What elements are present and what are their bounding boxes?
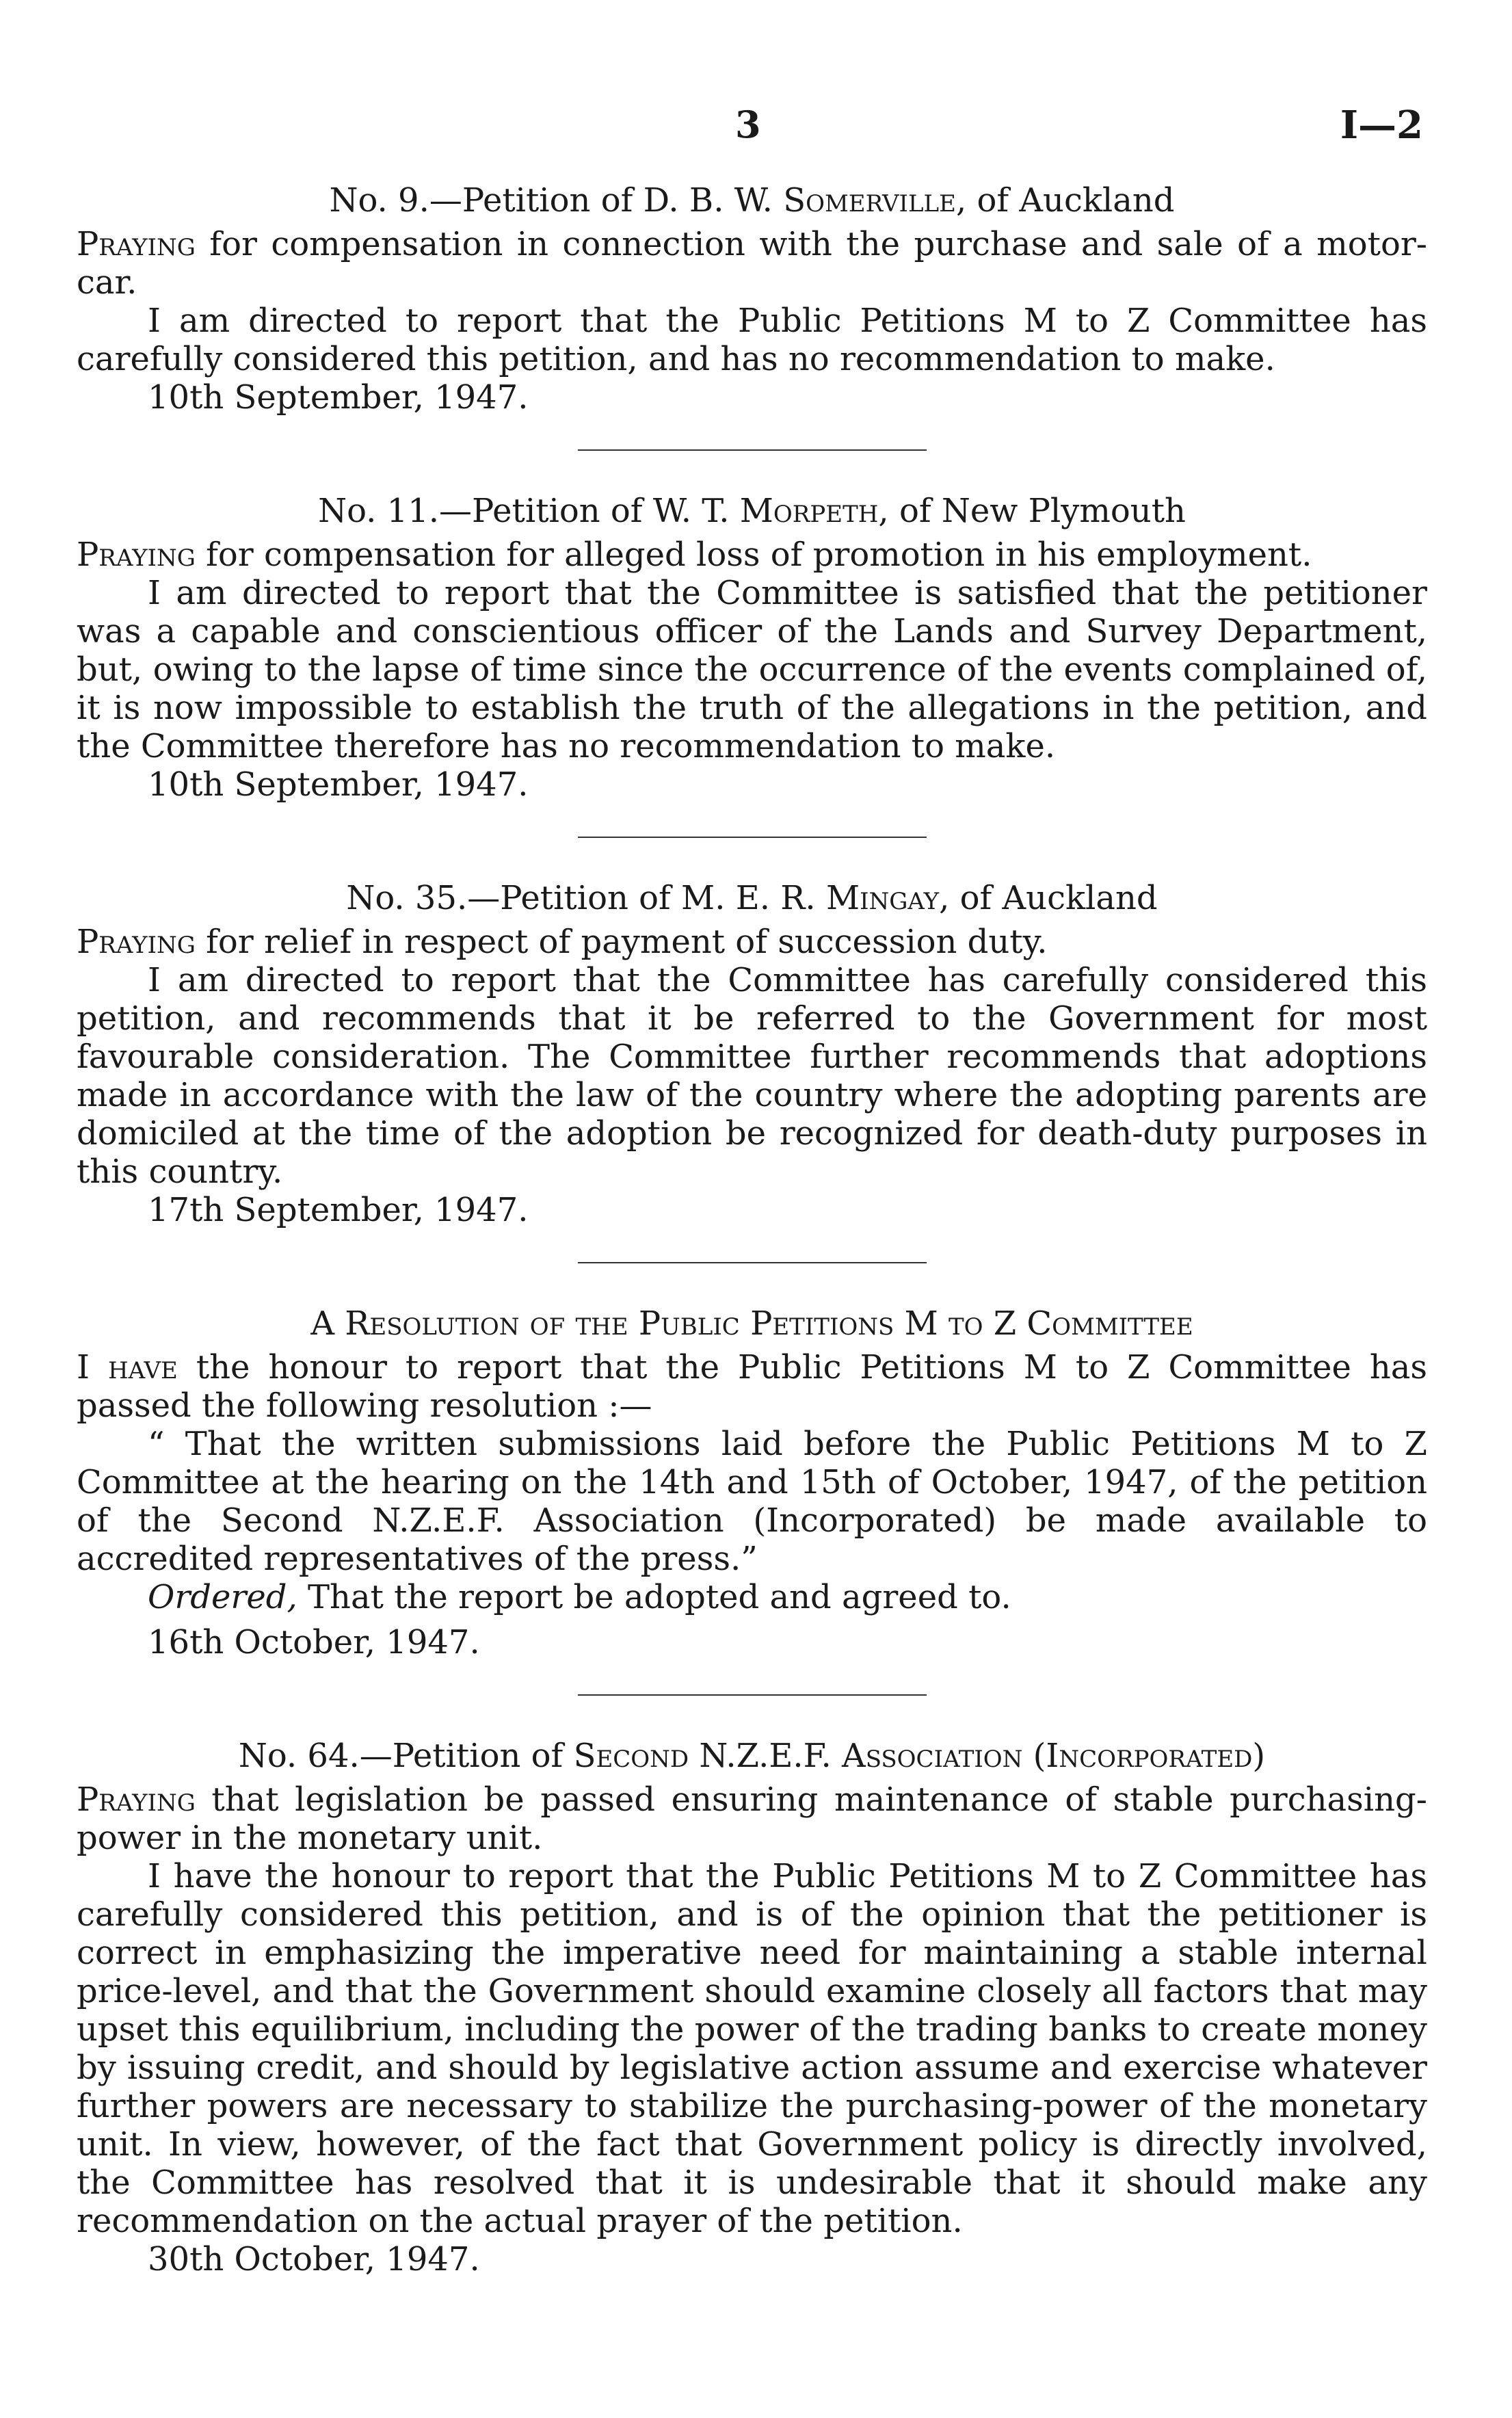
- praying-paragraph: Praying that legislation be passed ensuring maintenance of stable purchasing-power in the monetary unit.: [77, 1780, 1427, 1857]
- paper-code: I—2: [1340, 103, 1423, 148]
- petition-section: [77, 1737, 1427, 2278]
- resolution-heading: A Resolution of the Public Petitions M to Z Committee: [310, 1304, 1193, 1343]
- petitioner-name: Morpeth: [739, 492, 879, 530]
- report-paragraph: I am directed to report that the Committee has carefully considered this petition, and recommends that it be referred to the Government for most favourable consideration. The Committee further recommends that adoptions made in accordance with the law of the country where the adopting parents are domiciled at the time of the adoption be recognized for death-duty purposes in this country.: [77, 961, 1427, 1191]
- petitioner-name: Somerville: [783, 181, 956, 220]
- report-paragraph: I am directed to report that the Committee is satisfied that the petitioner was a capable and conscientious officer of the Lands and Survey Department, but, owing to the lapse of time since the occurrence of the events complained of, it is now impossible to establish the truth of the allegations in the petition, and the Committee therefore has no recommendation to make.: [77, 574, 1427, 765]
- page-header: [0, 103, 1512, 157]
- petition-heading: No. 9.—Petition of D. B. W. Somerville, of Auckland: [329, 181, 1175, 220]
- resolution-quote: “ That the written submissions laid before the Public Petitions M to Z Committee at the hearing on the 14th and 15th of October, 1947, of the petition of the Second N.Z.E.F. Association (Incorporated) be made available to accredited representatives of the press.”: [77, 1425, 1427, 1578]
- report-date: 10th September, 1947.: [148, 765, 529, 804]
- report-paragraph: I have the honour to report that the Public Petitions M to Z Committee has carefully considered this petition, and is of the opinion that the petitioner is correct in emphasizing the imperative need for maintaining a stable internal price-level, and that the Government should examine closely all factors that may upset this equilibrium, including the power of the trading banks to create money by issuing credit, and should by legislative action assume and exercise whatever further powers are necessary to stabilize the purchasing-power of the monetary unit. In view, however, of the fact that Government policy is directly involved, the Committee has resolved that it is undesirable that it should make any recommendation on the actual prayer of the petition.: [77, 1857, 1427, 2240]
- resolution-date: 16th October, 1947.: [148, 1623, 480, 1661]
- petition-section: [77, 879, 1427, 1229]
- report-date: 17th September, 1947.: [148, 1191, 529, 1229]
- petition-heading: No. 35.—Petition of M. E. R. Mingay, of Auckland: [346, 879, 1158, 917]
- page-number: 3: [735, 103, 761, 146]
- section-divider: [578, 449, 927, 451]
- praying-paragraph: Praying for compensation in connection with the purchase and sale of a motor-car.: [77, 225, 1427, 302]
- document-body: [77, 181, 1427, 2278]
- petition-section: [77, 181, 1427, 417]
- report-paragraph: I am directed to report that the Public Petitions M to Z Committee has carefully considered this petition, and has no recommendation to make.: [77, 302, 1427, 378]
- section-divider: [578, 837, 927, 838]
- petition-section: [77, 492, 1427, 804]
- report-date: 10th September, 1947.: [148, 378, 529, 417]
- praying-paragraph: Praying for compensation for alleged loss of promotion in his employment.: [77, 536, 1312, 574]
- petitioner-name: Mingay: [825, 879, 940, 917]
- report-date: 30th October, 1947.: [148, 2240, 480, 2278]
- petition-heading: No. 11.—Petition of W. T. Morpeth, of New Plymouth: [318, 492, 1186, 530]
- resolution-section: [77, 1304, 1427, 1661]
- section-divider: [578, 1694, 927, 1696]
- praying-paragraph: Praying for relief in respect of payment of succession duty.: [77, 923, 1048, 961]
- section-divider: [578, 1262, 927, 1263]
- petitioner-name: Second N.Z.E.F. Association (Incorporated): [573, 1737, 1266, 1775]
- resolution-opening: I have the honour to report that the Public Petitions M to Z Committee has passed the following resolution :—: [77, 1348, 1427, 1425]
- ordered-paragraph: Ordered, That the report be adopted and agreed to.: [148, 1578, 1011, 1616]
- petition-heading: No. 64.—Petition of Second N.Z.E.F. Association (Incorporated): [238, 1737, 1266, 1775]
